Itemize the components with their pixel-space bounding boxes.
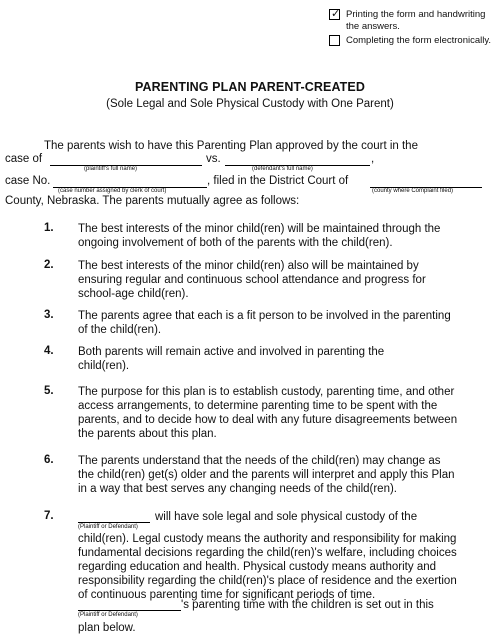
checkbox-electronic[interactable] [329,35,340,46]
parenting-time-parent-field[interactable] [78,610,181,611]
item-5-text [78,385,470,441]
form-subtitle: (Sole Legal and Sole Physical Custody with One Parent) [106,98,394,110]
vs-label: vs. [206,153,221,165]
item-line: in a way that best serves any changing needs of the child(ren). [78,483,397,495]
checkbox-electronic-label: Completing the form electronically. [346,35,492,46]
custodial-parent-field[interactable] [78,522,150,523]
item-line: parents, and to decide how to deal with any future disagreements between [78,414,458,426]
form-title: PARENTING PLAN PARENT-CREATED [135,80,365,94]
item-7-last-line: plan below. [78,622,136,634]
item-line: ongoing involvement of both of the parents with the child(ren). [78,237,393,249]
item-line: The best interests of the minor child(ren) will be maintained through the [78,223,441,235]
item-line: access arrangements, to determine parenting time to be spent with the [78,400,438,412]
item-7-caption-1: (Plaintiff or Defendant) [78,524,138,530]
item-6-number: 6. [44,454,54,466]
item-line: The best interests of the minor child(ren) also will be maintained by [78,260,419,272]
item-1-number: 1. [44,222,54,234]
item-line: Both parents will remain active and involved in parenting the [78,346,385,358]
item-5-number: 5. [44,385,54,397]
item-line: The purpose for this plan is to establish custody, parenting time, and other [78,386,455,398]
item-line: The parents understand that the needs of the child(ren) may change as [78,455,441,467]
item-line: The parents agree that each is a fit person to be involved in the parenting [78,310,451,322]
item-line: of the child(ren). [78,324,162,336]
county-caption: (county where Complaint filed) [372,188,454,194]
item-3-text [78,309,470,337]
checkbox-printing-label-line1: Printing the form and handwriting [346,9,486,20]
comma-text: , [371,153,375,165]
item-7-parenting-line: 's parenting time with the children is set out in this [181,599,434,611]
item-line: of continuous parenting time for significant periods of time. [78,589,376,601]
item-3-number: 3. [44,309,54,321]
item-line: regarding education and health. Physical custody means authority and [78,561,437,573]
item-7-caption-2: (Plaintiff or Defendant) [78,612,138,618]
item-6-text [78,454,470,496]
defendant-caption: (defendant's full name) [252,166,313,172]
intro-last-line: County, Nebraska. The parents mutually agree as follows: [5,195,300,207]
item-2-text [78,259,470,301]
checkbox-electronic-option[interactable] [329,35,499,47]
item-line: ensuring regular and continuous school attendance and progress for [78,274,426,286]
item-4-number: 4. [44,345,54,357]
item-line: the parents about this plan. [78,428,217,440]
filed-in-text: , filed in the District Court of [207,175,349,187]
plaintiff-caption: (plaintiff's full name) [84,166,138,172]
checkbox-printing[interactable] [329,9,340,20]
item-2-number: 2. [44,259,54,271]
case-number-caption: (case number assigned by clerk of court) [58,188,167,194]
checkbox-printing-option[interactable] [329,9,499,33]
item-7-body [78,532,470,602]
item-line: school-age child(ren). [78,288,189,300]
item-line: fundamental decisions regarding the child(ren)'s welfare, including choices [78,547,457,559]
item-line: child(ren). [78,360,130,372]
case-no-label: case No. [5,175,51,187]
item-line: the child(ren) get(s) older and the parents will interpret and apply this Plan [78,469,455,481]
item-line: responsibility regarding the child(ren)'s place of residence and the exertion [78,575,457,587]
checkmark-icon: ✓ [331,8,341,20]
item-1-text [78,222,470,250]
intro-line: The parents wish to have this Parenting Plan approved by the court in the [44,140,418,152]
checkbox-printing-label-line2: the answers. [346,21,400,32]
item-line: child(ren). Legal custody means the authority and responsibility for making [78,533,457,545]
item-7-number: 7. [44,510,54,522]
case-of-label: case of [5,153,43,165]
item-7-first-line: will have sole legal and sole physical custody of the [155,511,418,523]
item-4-text [78,345,470,373]
